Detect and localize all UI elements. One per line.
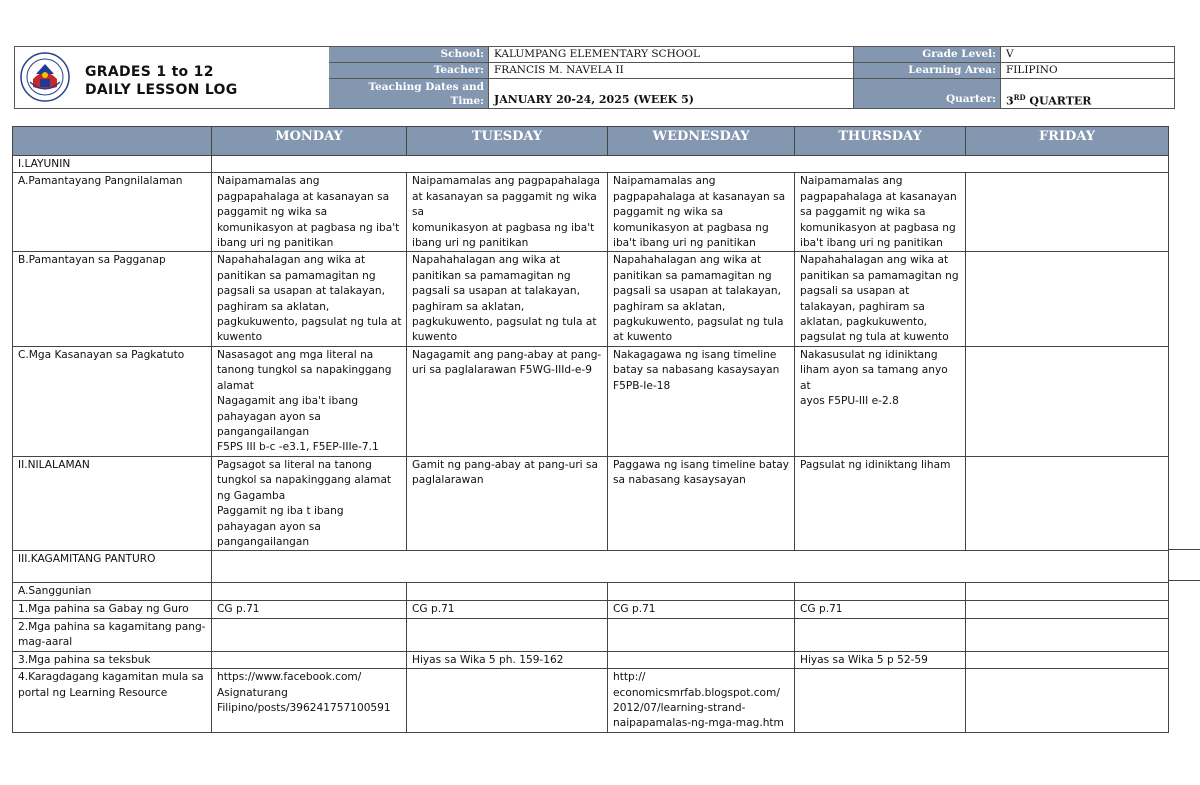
cell-wednesday: [608, 173, 795, 252]
cell-tuesday: [407, 618, 608, 651]
cell-text-line: komunikasyon at pagbasa ng: [800, 221, 956, 234]
cell-text-line: 2012/07/learning-strand-: [613, 701, 746, 714]
cell-text-line: Napahahalagan ang wika at: [412, 254, 561, 267]
cell-text-line: pagkukuwento, pagsulat ng tula: [613, 316, 784, 329]
cell-text-line: mag-aaral: [18, 636, 73, 649]
cell-text-line: panitikan sa pamamagitan ng: [217, 269, 376, 282]
cell-text-line: Napahahalagan ang wika at: [217, 254, 366, 267]
cell-text-line: iba't ibang uri ng panitikan: [800, 237, 943, 250]
cell-text-line: paglalarawan: [412, 474, 484, 487]
cell-thursday: [795, 618, 966, 651]
cell-text-line: panitikan sa pamamagitan ng: [412, 269, 571, 282]
cell-monday: [212, 173, 407, 252]
dates-value: JANUARY 20-24, 2025 (WEEK 5): [494, 93, 694, 106]
cell-text-line: sa paggamit ng wika sa: [800, 206, 926, 219]
cell-thursday: [795, 456, 966, 550]
cell-text-line: komunikasyon at pagbasa ng iba't: [412, 221, 595, 234]
empty-cell: [407, 583, 608, 600]
row-label: A.Pamantayang Pangnilalaman: [13, 173, 212, 252]
cell-text-line: at kuwento: [613, 331, 673, 344]
cell-monday: [212, 252, 407, 346]
teacher-label: Teacher:: [329, 63, 489, 78]
cell-text-line: pagpapahalaga at kasanayan: [800, 190, 957, 203]
row-label: C.Mga Kasanayan sa Pagkatuto: [13, 346, 212, 456]
header-row-teacher: [329, 63, 1174, 79]
table-row: [13, 156, 1169, 173]
cell-friday: [966, 173, 1169, 252]
cell-wednesday: [608, 346, 795, 456]
cell-text-line: alamat: [217, 379, 254, 392]
empty-cell: [212, 156, 1169, 173]
table-row: [13, 551, 1169, 583]
day-header-monday: MONDAY: [212, 127, 407, 156]
cell-text-line: Asignaturang: [217, 686, 288, 699]
log-title-line1: GRADES 1 to 12: [85, 64, 214, 80]
teacher-value: FRANCIS M. NAVELA II: [494, 64, 624, 76]
cell-text-line: pagpapahalaga at kasanayan sa: [613, 190, 786, 203]
cell-text-line: panitikan sa pamamagitan ng: [800, 269, 959, 282]
cell-text-line: Paggawa ng isang timeline batay: [613, 458, 789, 471]
quarter-label: Quarter:: [853, 79, 1001, 108]
cell-text-line: Paggamit ng iba t ibang: [217, 505, 344, 518]
cell-friday: [966, 669, 1169, 733]
cell-text-line: naipapamalas-ng-mga-mag.htm: [613, 717, 784, 730]
cell-friday: [966, 456, 1169, 550]
cell-text-line: Filipino/posts/396241757100591: [217, 701, 391, 714]
logo-cell: [15, 47, 77, 108]
deped-seal-icon: [20, 52, 70, 102]
day-header-friday: FRIDAY: [966, 127, 1169, 156]
corner-cell: [13, 127, 212, 156]
log-title-line2: DAILY LESSON LOG: [85, 82, 238, 98]
cell-monday: [212, 669, 407, 733]
cell-text-line: ibang uri ng panitikan: [412, 237, 529, 250]
empty-cell: [966, 583, 1169, 600]
row-label: 3.Mga pahina sa teksbuk: [13, 651, 212, 668]
cell-text-line: ng Gagamba: [217, 489, 286, 502]
cell-text-line: panitikan sa pamamagitan ng: [613, 269, 772, 282]
cell-monday: [212, 618, 407, 651]
cell-friday: [966, 651, 1169, 668]
cell-text-line: komunikasyon at pagbasa ng: [613, 221, 769, 234]
row-label: 1.Mga pahina sa Gabay ng Guro: [13, 600, 212, 618]
cell-tuesday: [407, 173, 608, 252]
cell-text-line: uri sa paglalarawan F5WG-IIId-e-9: [412, 364, 592, 377]
cell-tuesday: [407, 346, 608, 456]
cell-thursday: Hiyas sa Wika 5 p 52-59: [795, 651, 966, 668]
table-row: [13, 651, 1169, 668]
cell-friday: [966, 618, 1169, 651]
cell-tuesday: [407, 252, 608, 346]
section-kagamitan: III.KAGAMITANG PANTURO: [13, 551, 212, 583]
day-header-thursday: THURSDAY: [795, 127, 966, 156]
cell-text-line: pagkukuwento, pagsulat ng tula at: [217, 316, 402, 329]
table-row: [13, 456, 1169, 550]
cell-text-line: pahayagan ayon sa: [217, 410, 321, 423]
table-row: [13, 252, 1169, 346]
table-overhang-line: [1168, 580, 1200, 581]
cell-text-line: 4.Karagdagang kagamitan mula sa: [18, 671, 204, 684]
lesson-log-header: [14, 46, 1175, 109]
empty-cell: [212, 583, 407, 600]
cell-text-line: pagsali sa usapan at talakayan,: [412, 285, 580, 298]
cell-monday: [212, 651, 407, 668]
cell-friday: [966, 346, 1169, 456]
day-header-row: [13, 127, 1169, 156]
learning-area-value: FILIPINO: [1006, 64, 1058, 76]
cell-text-line: paghiram sa aklatan,: [217, 300, 330, 313]
table-row: [13, 173, 1169, 252]
cell-text-line: pagsulat ng tula at kuwento: [800, 331, 949, 344]
quarter-value: [1001, 79, 1174, 108]
table-overhang-line: [1168, 549, 1200, 550]
table-row: [13, 346, 1169, 456]
cell-thursday: CG p.71: [795, 600, 966, 618]
empty-cell: [608, 583, 795, 600]
header-row-dates: [329, 79, 1174, 108]
cell-text-line: paggamit ng wika sa: [217, 206, 328, 219]
cell-wednesday: [608, 669, 795, 733]
cell-text-line: sa nabasang kasaysayan: [613, 474, 746, 487]
learning-area-label: Learning Area:: [853, 63, 1001, 78]
cell-monday: CG p.71: [212, 600, 407, 618]
school-label: School:: [329, 47, 489, 62]
cell-text-line: economicsmrfab.blogspot.com/: [613, 686, 780, 699]
cell-text-line: komunikasyon at pagbasa ng iba't: [217, 221, 400, 234]
dates-label-line1: Teaching Dates and: [368, 81, 484, 93]
cell-thursday: [795, 252, 966, 346]
cell-text-line: aklatan, pagkukuwento,: [800, 316, 928, 329]
cell-monday: [212, 456, 407, 550]
cell-text-line: pahayagan ayon sa: [217, 520, 321, 533]
cell-text-line: Nakasusulat ng idiniktang: [800, 348, 938, 361]
cell-tuesday: CG p.71: [407, 600, 608, 618]
cell-text-line: Napahahalagan ang wika at: [800, 254, 949, 267]
cell-friday: [966, 600, 1169, 618]
cell-text-line: Naipamamalas ang pagpapahalaga: [412, 175, 601, 188]
cell-text-line: kuwento: [412, 331, 458, 344]
cell-text-line: ayos F5PU-III e-2.8: [800, 395, 899, 408]
cell-text-line: pagpapahalaga at kasanayan sa: [217, 190, 390, 203]
cell-thursday: [795, 173, 966, 252]
quarter-suffix: RD: [1013, 93, 1026, 102]
cell-text-line: pagsali sa usapan at talakayan,: [217, 285, 385, 298]
cell-text-line: pagsali sa usapan at: [800, 285, 910, 298]
cell-thursday: [795, 346, 966, 456]
cell-text-line: F5PB-Ie-18: [613, 379, 671, 392]
table-row: [13, 600, 1169, 618]
cell-monday: [212, 346, 407, 456]
cell-wednesday: CG p.71: [608, 600, 795, 618]
cell-text-line: iba't ibang uri ng panitikan: [613, 237, 756, 250]
day-header-wednesday: WEDNESDAY: [608, 127, 795, 156]
row-label: [13, 618, 212, 651]
cell-thursday: [795, 669, 966, 733]
cell-tuesday: [407, 669, 608, 733]
empty-cell: [795, 583, 966, 600]
cell-text-line: paghiram sa aklatan,: [412, 300, 525, 313]
row-label: [13, 669, 212, 733]
cell-tuesday: [407, 456, 608, 550]
cell-text-line: pangangailangan: [217, 535, 310, 548]
cell-text-line: batay sa nabasang kasaysayan: [613, 364, 780, 377]
quarter-word: QUARTER: [1025, 94, 1092, 108]
cell-text-line: Pagsagot sa literal na tanong: [217, 458, 372, 471]
cell-text-line: paggamit ng wika sa: [613, 206, 724, 219]
cell-text-line: Nasasagot ang mga literal na: [217, 348, 374, 361]
grade-level-label: Grade Level:: [853, 47, 1001, 62]
cell-tuesday: Hiyas sa Wika 5 ph. 159-162: [407, 651, 608, 668]
cell-text-line: at kasanayan sa paggamit ng wika sa: [412, 190, 597, 219]
row-label: II.NILALAMAN: [13, 456, 212, 550]
cell-text-line: pangangailangan: [217, 425, 310, 438]
cell-text-line: pagsali sa usapan at talakayan,: [613, 285, 781, 298]
cell-text-line: liham ayon sa tamang anyo at: [800, 364, 948, 392]
table-row: [13, 583, 1169, 600]
cell-text-line: Napahahalagan ang wika at: [613, 254, 762, 267]
cell-wednesday: [608, 618, 795, 651]
table-row: [13, 618, 1169, 651]
daily-lesson-log-table: [12, 126, 1169, 733]
cell-text-line: Pagsulat ng idiniktang liham: [800, 458, 951, 471]
cell-text-line: ibang uri ng panitikan: [217, 237, 334, 250]
cell-text-line: kuwento: [217, 331, 263, 344]
dates-label: [329, 79, 489, 108]
cell-text-line: paghiram sa aklatan,: [613, 300, 726, 313]
cell-text-line: Naipamamalas ang: [800, 175, 903, 188]
cell-text-line: http://: [613, 671, 646, 684]
cell-text-line: pagkukuwento, pagsulat ng tula at: [412, 316, 597, 329]
cell-wednesday: [608, 456, 795, 550]
day-header-tuesday: TUESDAY: [407, 127, 608, 156]
table-row: [13, 669, 1169, 733]
grade-level-value: V: [1006, 48, 1014, 60]
cell-wednesday: [608, 651, 795, 668]
row-label: A.Sanggunian: [13, 583, 212, 600]
title-cell: [77, 47, 330, 108]
section-layunin: I.LAYUNIN: [13, 156, 212, 173]
cell-text-line: Naipamamalas ang: [217, 175, 320, 188]
cell-text-line: Naipamamalas ang: [613, 175, 716, 188]
cell-wednesday: [608, 252, 795, 346]
cell-text-line: Nakagagawa ng isang timeline: [613, 348, 777, 361]
cell-text-line: Nagagamit ang pang-abay at pang-: [412, 348, 602, 361]
dates-label-line2: Time:: [450, 95, 484, 107]
cell-text-line: Nagagamit ang iba't ibang: [217, 395, 359, 408]
cell-text-line: F5PS III b-c -e3.1, F5EP-IIIe-7.1: [217, 441, 379, 454]
header-row-school: [329, 47, 1174, 63]
row-label: B.Pamantayan sa Pagganap: [13, 252, 212, 346]
quarter-number: 3: [1006, 94, 1014, 108]
cell-text-line: portal ng Learning Resource: [18, 686, 168, 699]
cell-text-line: 2.Mga pahina sa kagamitang pang-: [18, 620, 206, 633]
cell-text-line: Gamit ng pang-abay at pang-uri sa: [412, 458, 598, 471]
cell-text-line: https://www.facebook.com/: [217, 671, 362, 684]
cell-text-line: tanong tungkol sa napakinggang: [217, 364, 392, 377]
school-value: KALUMPANG ELEMENTARY SCHOOL: [494, 48, 700, 60]
cell-friday: [966, 252, 1169, 346]
cell-text-line: talakayan, paghiram sa: [800, 300, 925, 313]
cell-text-line: tungkol sa napakinggang alamat: [217, 474, 392, 487]
empty-cell: [212, 551, 1169, 583]
